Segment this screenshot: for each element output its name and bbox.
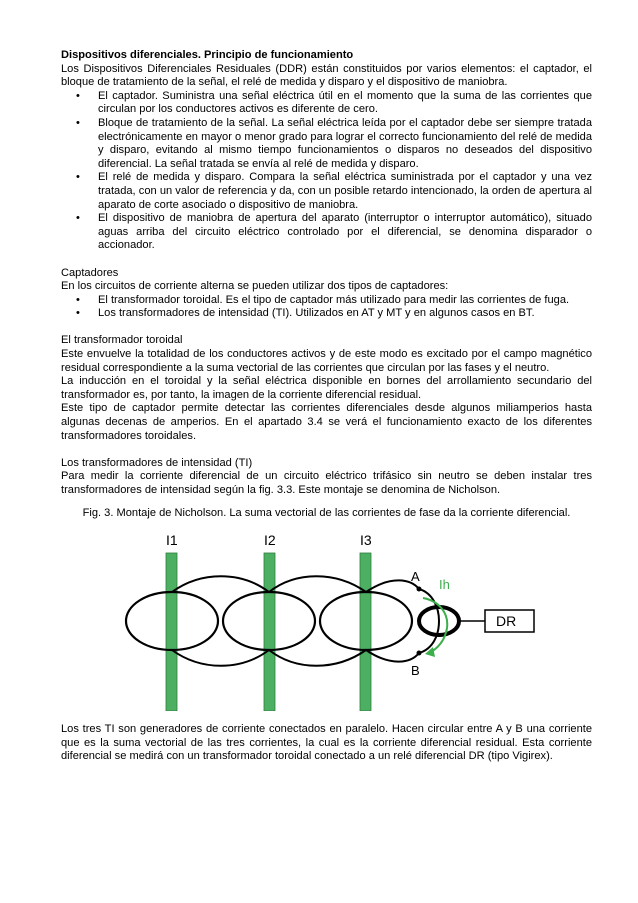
list-item: • Los transformadores de intensidad (TI). Utilizados en AT y MT y en algunos casos en BT.: [76, 307, 535, 320]
bullet-icon: •: [76, 212, 80, 225]
conductor-bar-i1: [166, 553, 177, 711]
bullet-icon: •: [76, 116, 80, 129]
document-body: [61, 49, 592, 764]
intro-paragraph: Los Dispositivos Diferenciales Residuales (DDR) están constituidos por varios elementos: el captador, el bloque de tratamiento de la señal, el relé de medida y disparo y el dispositivo de maniobra.: [61, 62, 592, 89]
captadores-heading: Captadores: [61, 266, 119, 279]
label-i1: I1: [166, 532, 178, 549]
label-b: B: [411, 663, 420, 679]
label-i2: I2: [264, 532, 276, 549]
toroidal-paragraph-2: La inducción en el toroidal y la señal eléctrica disponible en bornes del arrollamiento secundario del transformador es, por tanto, la imagen de la corriente diferencial residual.: [61, 375, 592, 401]
conductor-bar-i3: [360, 553, 371, 711]
list-item: • El transformador toroidal. Es el tipo de captador más utilizado para medir las corrientes de fuga.: [76, 293, 570, 306]
toroidal-paragraph-1: Este envuelve la totalidad de los conductores activos y de este modo es excitado por el campo magnético residual correspondiente a la suma vectorial de las corrientes que circulan por las fases y el neutro.: [61, 348, 592, 374]
list-item: • El dispositivo de maniobra de apertura del aparato (interruptor o interruptor automático), situado aguas arriba del circuito eléctrico controlado por el diferencial, se denomina disparador o accionador.: [76, 212, 592, 252]
list-item: • El relé de medida y disparo. Compara la señal eléctrica suministrada por el captador y una vez tratada, con un valor de referencia y da, con un posible retardo intencionado, la orden de apertura al aparato de corte asociado o dispositivo de maniobra.: [76, 171, 592, 211]
captadores-list: [61, 294, 592, 321]
ti-paragraph: Para medir la corriente diferencial de un circuito eléctrico trifásico sin neutro se deben instalar tres transformadores de intensidad según la fig. 3.3. Este montaje se denomina de Nicholson.: [61, 470, 592, 496]
label-i3: I3: [360, 532, 372, 549]
nicholson-diagram: [61, 523, 592, 711]
component-list: [61, 90, 592, 253]
toroidal-heading: El transformador toroidal: [61, 334, 183, 347]
wire-bottom: [172, 650, 419, 666]
conductor-bar-i2: [264, 553, 275, 711]
bullet-icon: •: [76, 171, 80, 184]
captadores-intro: En los circuitos de corriente alterna se pueden utilizar dos tipos de captadores:: [61, 280, 449, 293]
label-a: A: [411, 569, 420, 585]
bullet-icon: •: [76, 307, 80, 320]
ti-heading: Los transformadores de intensidad (TI): [61, 456, 253, 469]
bullet-icon: •: [76, 293, 80, 306]
nicholson-diagram-svg: [61, 523, 592, 711]
list-item: • El captador. Suministra una señal eléctrica útil en el momento que la suma de las corrientes que circulan por los conductores activos es diferente de cero.: [76, 89, 592, 116]
figure-caption: Fig. 3. Montaje de Nicholson. La suma vectorial de las corrientes de fase da la corriente diferencial.: [82, 506, 571, 519]
list-item: • Bloque de tratamiento de la señal. La señal eléctrica leída por el captador debe ser siempre tratada electrónicamente en mayor o menor grado para lograr el correcto funcionamiento del relé de medida y disparo, evitando al mismo tiempo funcionamientos o disparos no deseados del dispositivo diferencial. La señal tratada se envía al relé de medida y disparo.: [76, 116, 592, 170]
toroidal-paragraph-3: Este tipo de captador permite detectar las corrientes diferenciales desde algunos miliamperios hasta algunas decenas de amperios. En el apartado 3.4 se verá el funcionamiento exacto de los diferentes transformadores toroidales.: [61, 402, 592, 442]
label-dr: DR: [496, 613, 517, 630]
closing-paragraph: Los tres TI son generadores de corriente conectados en paralelo. Hacen circular entre A y B una corriente que es la suma vectorial de las tres corrientes, la cual es la corriente diferencial residual. Esta corriente diferencial se medirá con un transformador toroidal conectado a un relé diferencial DR (tipo Vigirex).: [61, 723, 592, 763]
wire-top: [172, 576, 419, 592]
bullet-icon: •: [76, 89, 80, 102]
label-ih: Ih: [439, 577, 450, 593]
section-heading: Dispositivos diferenciales. Principio de funcionamiento: [61, 49, 354, 61]
